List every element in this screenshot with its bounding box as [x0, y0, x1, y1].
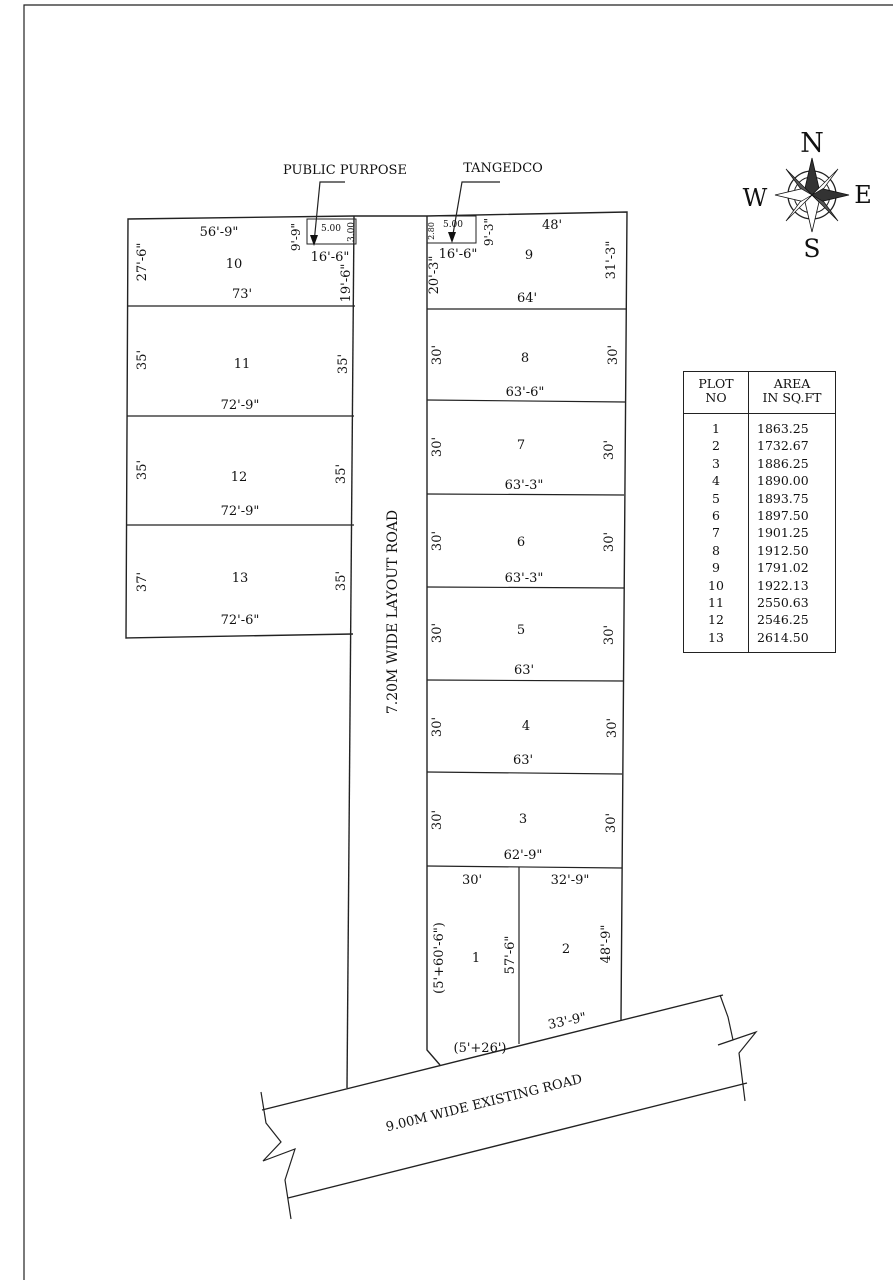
plot-12-number: 12 [230, 470, 248, 485]
table-row [684, 524, 836, 541]
header-area-label: AREA [773, 376, 811, 391]
table-cell-area: 1890.00 [757, 473, 809, 489]
plot-6-east-dim: 30' [602, 531, 617, 553]
plot-area-table [683, 371, 836, 653]
table-cell-area: 1732.67 [757, 438, 809, 454]
plot-10-north-dim: 56'-9" [199, 225, 239, 240]
table-row [684, 542, 836, 559]
tangedco-arrow-icon [448, 232, 456, 243]
plot-1-south-dim: (5'+26') [453, 1041, 507, 1056]
public-purpose-label: PUBLIC PURPOSE [283, 163, 407, 178]
plot-8-west-dim: 30' [430, 344, 445, 366]
east-block-outline [427, 212, 627, 1020]
plot-5-south-dim: 63' [513, 663, 535, 678]
plot-5-west-dim: 30' [430, 622, 445, 644]
tg-width-dim: 5.00 [442, 220, 464, 230]
compass-icon [775, 158, 849, 232]
table-cell-plot: 10 [684, 577, 749, 594]
plot-13-east-dim: 35' [334, 570, 349, 592]
table-cell-plot: 1 [684, 414, 749, 438]
plot-1-east-dim: 57'-6" [503, 935, 518, 975]
plot-13-south-dim: 72'-6" [220, 613, 260, 628]
table-cell-area: 1912.50 [757, 542, 809, 558]
plot-9-east-dim: 31'-3" [604, 240, 619, 280]
table-row [684, 455, 836, 472]
table-cell-area: 1886.25 [757, 455, 809, 471]
plot-2-south-dim: 33'-9" [546, 1010, 588, 1033]
plot-6-west-dim: 30' [430, 530, 445, 552]
tangedco-label: TANGEDCO [463, 161, 543, 176]
pp-side-dim: 9'-9" [289, 222, 303, 252]
plot-5-east-dim: 30' [602, 624, 617, 646]
table-cell-area: 2614.50 [757, 629, 809, 645]
plot-line-8-7 [427, 400, 625, 402]
plot-4-west-dim: 30' [430, 716, 445, 738]
plot-1-north-dim: 30' [461, 873, 483, 888]
compass-north-label: N [800, 128, 824, 159]
plot-9-west-dim: 20'-3" [427, 255, 442, 295]
table-cell-plot: 7 [684, 524, 749, 541]
tg-depth-dim: 2.80 [427, 222, 436, 240]
plot-9-number: 9 [524, 248, 534, 263]
table-cell-plot: 12 [684, 611, 749, 628]
plot-7-west-dim: 30' [430, 436, 445, 458]
header-plot-label: PLOT [698, 376, 734, 391]
table-cell-area: 1791.02 [757, 560, 809, 576]
plot-7-number: 7 [516, 438, 526, 453]
pp-depth-dim: 3.00 [347, 221, 357, 243]
table-row [684, 629, 836, 653]
plot-10-east-dim: 19'-6" [339, 263, 354, 303]
plot-6-south-dim: 63'-3" [504, 571, 544, 586]
plot-12-south-dim: 72'-9" [220, 504, 260, 519]
plot-7-east-dim: 30' [602, 439, 617, 461]
table-header-row [684, 372, 836, 414]
compass-west-label: W [742, 184, 768, 212]
table-cell-area: 2550.63 [757, 595, 809, 611]
plot-13-number: 13 [231, 571, 249, 586]
plot-10-north-east-dim: 16'-6" [310, 250, 350, 265]
plot-4-east-dim: 30' [605, 717, 620, 739]
plot-10-south-dim: 73' [231, 287, 253, 302]
plot-9-north-west-dim: 16'-6" [438, 247, 478, 262]
table-cell-plot: 5 [684, 490, 749, 507]
plot-9-north-dim: 48' [541, 218, 563, 233]
table-cell-area: 2546.25 [757, 612, 809, 628]
plot-3-west-dim: 30' [430, 809, 445, 831]
plot-11-east-dim: 35' [336, 353, 351, 375]
table-cell-plot: 13 [684, 629, 749, 653]
plot-line-5-4 [427, 680, 623, 681]
table-row [684, 507, 836, 524]
table-row [684, 611, 836, 628]
tg-side-dim: 9'-3" [482, 217, 496, 247]
plot-2-north-dim: 32'-9" [550, 873, 590, 888]
table-cell-area: 1901.25 [757, 525, 809, 541]
table-cell-area: 1863.25 [757, 421, 809, 436]
plot-2-number: 2 [561, 942, 571, 957]
plot-12-east-dim: 35' [334, 463, 349, 485]
plot-8-number: 8 [520, 351, 530, 366]
table-cell-area: 1897.50 [757, 508, 809, 524]
plot-1-west-dim: (5'+60'-6") [432, 922, 447, 994]
table-header-area [749, 372, 836, 414]
table-header-plot-no [684, 372, 749, 414]
header-no-label: NO [705, 390, 727, 405]
plot-4-number: 4 [521, 719, 531, 734]
existing-road-label: 9.00M WIDE EXISTING ROAD [384, 1071, 584, 1136]
plot-line-6-5 [427, 587, 624, 588]
table-cell-plot: 4 [684, 472, 749, 489]
table-cell-plot: 2 [684, 437, 749, 454]
table-cell-plot: 11 [684, 594, 749, 611]
table-cell-area: 1922.13 [757, 577, 809, 593]
table-cell-plot: 9 [684, 559, 749, 576]
table-row [684, 577, 836, 594]
table-row [684, 414, 836, 438]
plot-10-number: 10 [225, 257, 243, 272]
table-cell-plot: 3 [684, 455, 749, 472]
table-row [684, 437, 836, 454]
pp-width-dim: 5.00 [320, 224, 342, 234]
layout-road-label: 7.20M WIDE LAYOUT ROAD [385, 509, 401, 715]
table-row [684, 559, 836, 576]
plot-4-south-dim: 63' [512, 753, 534, 768]
plot-3-east-dim: 30' [604, 812, 619, 834]
plot-8-south-dim: 63'-6" [505, 385, 545, 400]
plot-13-west-dim: 37' [135, 571, 150, 593]
plot-3-south-dim: 62'-9" [503, 848, 543, 863]
plot-12-west-dim: 35' [135, 459, 150, 481]
table-cell-plot: 6 [684, 507, 749, 524]
plot-6-number: 6 [516, 535, 526, 550]
plot-11-south-dim: 72'-9" [220, 398, 260, 413]
table-row [684, 594, 836, 611]
existing-road-break-west [261, 1092, 295, 1219]
plot-line-4-3 [427, 772, 622, 774]
compass-south-label: S [803, 234, 821, 263]
header-sqft-label: IN SQ.FT [762, 390, 822, 405]
plot-2-east-dim: 48'-9" [599, 924, 614, 964]
table-cell-area: 1893.75 [757, 490, 809, 506]
plot-7-south-dim: 63'-3" [504, 478, 544, 493]
plot-9-south-dim: 64' [516, 291, 538, 306]
plot-8-east-dim: 30' [606, 344, 621, 366]
plot-1-number: 1 [471, 951, 481, 966]
plot-line-7-6 [427, 494, 624, 495]
plot-3-number: 3 [518, 812, 528, 827]
table-row [684, 472, 836, 489]
table-cell-plot: 8 [684, 542, 749, 559]
compass-east-label: E [854, 181, 872, 209]
plot-11-west-dim: 35' [135, 349, 150, 371]
table-row [684, 490, 836, 507]
plot-11-number: 11 [233, 357, 251, 372]
layout-road-west-edge [347, 216, 354, 1088]
plot-10-west-dim: 27'-6" [135, 242, 150, 282]
plot-line-3-1 [427, 866, 622, 868]
plot-5-number: 5 [516, 623, 526, 638]
